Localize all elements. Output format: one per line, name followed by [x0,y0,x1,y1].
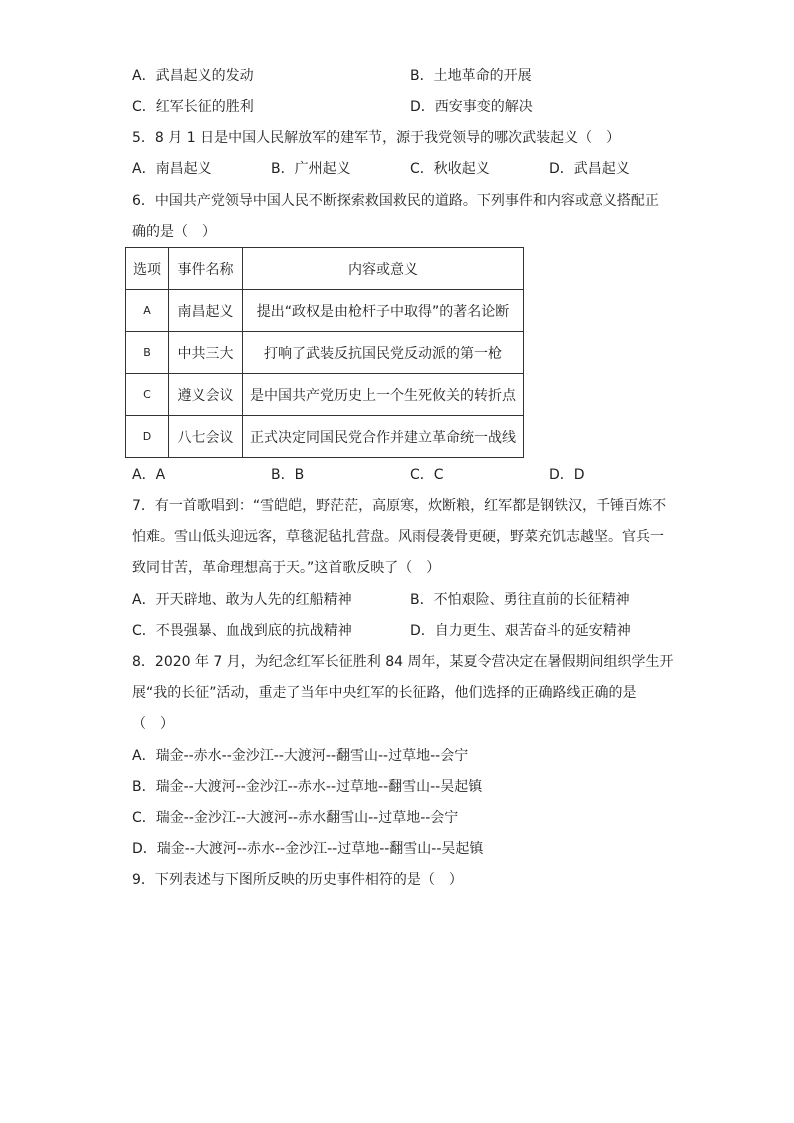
q4-option-a: A．武昌起义的发动 [132,68,254,84]
q9-stem: 9．下列表述与下图所反映的历史事件相符的是（ ） [132,872,463,888]
q6-stem-line1: 6．中国共产党领导中国人民不断探索救国救民的道路。下列事件和内容或意义搭配正 [132,193,659,209]
q6-row-content: 打响了武装反抗国民党反动派的第一枪 [243,332,524,374]
q6-table-header-row [126,248,524,290]
q5-stem: 5．8 月 1 日是中国人民解放军的建军节，源于我党领导的哪次武装起义（ ） [132,130,621,146]
q6-option-d: D．D [549,467,585,483]
q6-option-c: C．C [410,467,444,483]
q7-option-d: D．自力更生、艰苦奋斗的延安精神 [410,623,631,639]
q5-option-c: C．秋收起义 [410,161,490,177]
q7-option-b: B．不怕艰险、勇往直前的长征精神 [410,592,630,608]
q6-row-letter: C [126,374,169,416]
q8-stem-line1: 8．2020 年 7 月，为纪念红军长征胜利 84 周年，某夏令营决定在暑假期间组织学生开 [132,654,674,670]
q6-row-letter: A [126,290,169,332]
q6-table [125,247,524,458]
q6-row-content: 正式决定同国民党合作并建立革命统一战线 [243,416,524,458]
q4-option-c: C．红军长征的胜利 [132,99,254,115]
q6-stem-line2: 确的是（ ） [132,224,216,240]
q5-option-b: B．广州起义 [271,161,351,177]
q8-option-b: B．瑞金--大渡河--金沙江--赤水--过草地--翻雪山--吴起镇 [132,779,483,795]
q6-row-event: 八七会议 [169,416,243,458]
q6-row-letter: B [126,332,169,374]
table-row [126,374,524,416]
q6-header-event: 事件名称 [169,248,243,290]
q8-stem-line3: （ ） [132,716,174,732]
q6-row-event: 遵义会议 [169,374,243,416]
q6-option-a: A．A [132,467,166,483]
table-row [126,416,524,458]
q4-option-d: D．西安事变的解决 [410,99,533,115]
q7-stem-line3: 致同甘苦，革命理想高于天。”这首歌反映了（ ） [132,560,441,576]
table-row [126,332,524,374]
q7-stem-line2: 怕难。雪山低头迎远客，草毯泥毡扎营盘。风雨侵袭骨更硬，野菜充饥志越坚。官兵一 [132,529,664,545]
q6-row-event: 中共三大 [169,332,243,374]
q6-row-content: 是中国共产党历史上一个生死攸关的转折点 [243,374,524,416]
q6-option-b: B．B [271,467,305,483]
q5-option-d: D．武昌起义 [549,161,630,177]
q7-option-a: A．开天辟地、敢为人先的红船精神 [132,592,352,608]
q8-option-d: D．瑞金--大渡河--赤水--金沙江--过草地--翻雪山--吴起镇 [132,841,484,857]
q8-option-a: A．瑞金--赤水--金沙江--大渡河--翻雪山--过草地--会宁 [132,748,469,764]
table-row [126,290,524,332]
q6-header-option: 选项 [126,248,169,290]
q6-header-content: 内容或意义 [243,248,524,290]
q7-stem-line1: 7．有一首歌唱到：“雪皑皑，野茫茫，高原寒，炊断粮，红军都是钢铁汉，千锤百炼不 [132,498,667,514]
q5-option-a: A．南昌起义 [132,161,212,177]
q6-row-content: 提出“政权是由枪杆子中取得”的著名论断 [243,290,524,332]
q6-row-event: 南昌起义 [169,290,243,332]
q8-option-c: C．瑞金--金沙江--大渡河--赤水翻雪山--过草地--会宁 [132,810,459,826]
q4-option-b: B．土地革命的开展 [410,68,532,84]
q8-stem-line2: 展“我的长征”活动，重走了当年中央红军的长征路，他们选择的正确路线正确的是 [132,685,637,701]
q6-row-letter: D [126,416,169,458]
q7-option-c: C．不畏强暴、血战到底的抗战精神 [132,623,352,639]
